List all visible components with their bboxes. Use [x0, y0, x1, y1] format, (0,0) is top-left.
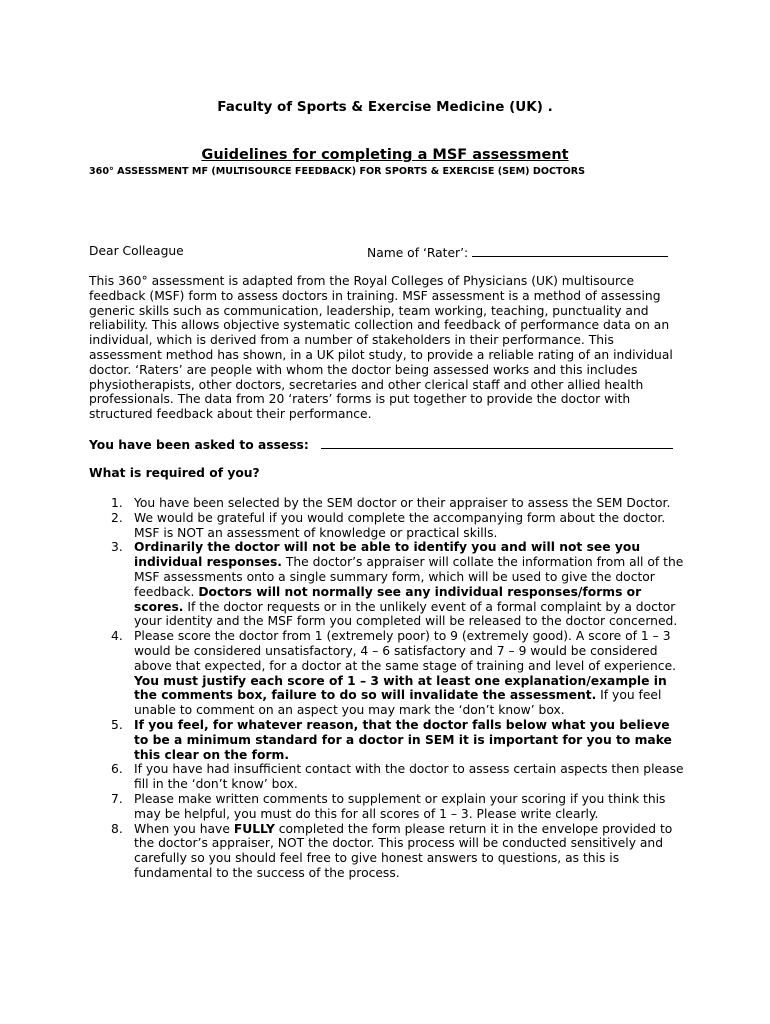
assess-field [89, 436, 673, 452]
list-item [89, 792, 687, 822]
list-item-number: 6. [111, 762, 123, 777]
rater-name-field [367, 244, 668, 260]
list-item-number: 4. [111, 629, 123, 644]
list-item-text-bold: Ordinarily the doctor will not be able to identify you and will not see you individual responses. [134, 540, 641, 570]
list-item-text: Please make written comments to supplement or explain your scoring if you think this may be helpful, you must do this for all scores of 1 – 3. Please write clearly. [134, 791, 666, 821]
list-item-number: 1. [111, 496, 123, 510]
requirements-list [89, 496, 687, 881]
salutation: Dear Colleague [89, 244, 184, 258]
intro-paragraph: This 360° assessment is adapted from the Royal Colleges of Physicians (UK) multisource feedback (MSF) form to assess doctors in training. MSF assessment is a method of assessing generic skills such as communication, leadership, team working, teaching, punctuality and reliability. This allows objective systematic collection and feedback of performance data on an individual, which is derived from a number of stakeholders in their performance. This assessment method has shown, in a UK pilot study, to provide a reliable rating of an individual doctor. ‘Raters’ are people with whom the doctor being assessed works and this includes physiotherapists, other doctors, secretaries and other clerical staff and other allied health professionals. The data from 20 ‘raters’ forms is put together to provide the doctor with structured feedback about their performance. [89, 274, 673, 422]
list-item-text-bold: FULLY [233, 821, 275, 836]
rater-name-label: Name of ‘Rater’: [367, 246, 469, 260]
faculty-heading: Faculty of Sports & Exercise Medicine (UK) . [217, 99, 553, 115]
assess-blank-line[interactable] [321, 436, 673, 449]
list-item-text: completed the form please return it in the envelope provided to the doctor’s appraiser, NOT the doctor. This process will be conducted sensitively and carefully so you should feel free to give honest answers to questions, as this is fundamental to the success of the process. [134, 821, 673, 880]
list-item-text: If the doctor requests or in the unlikely event of a formal complaint by a doctor your identity and the MSF form you completed will be released to the doctor concerned. [134, 599, 678, 629]
list-item-text: We would be grateful if you would complete the accompanying form about the doctor. MSF is NOT an assessment of knowledge or practical skills. [134, 510, 666, 540]
list-item-text: If you feel unable to comment on an aspect you may mark the ‘don’t know’ box. [134, 688, 662, 718]
list-item-number: 7. [111, 791, 123, 806]
list-item-number: 3. [111, 540, 123, 555]
list-item [89, 718, 687, 762]
list-item-number: 5. [111, 717, 123, 732]
list-item [89, 822, 687, 881]
list-item-text-bold: If you feel, for whatever reason, that the doctor falls below what you believe to be a minimum standard for a doctor in SEM it is important for you to make this clear on the form. [134, 717, 672, 762]
assess-label: You have been asked to assess: [89, 438, 309, 452]
list-item-text: You have been selected by the SEM doctor or their appraiser to assess the SEM Doctor. [134, 496, 671, 510]
rater-name-blank-line[interactable] [472, 244, 668, 257]
page-title: Guidelines for completing a MSF assessment [201, 147, 569, 163]
list-item-number: 8. [111, 821, 123, 836]
list-item-text: The doctor’s appraiser will collate the information from all of the MSF assessments onto a single summary form, which will be used to give the doctor feedback. [134, 555, 684, 599]
list-item-text: When you have [134, 821, 234, 836]
list-item [89, 496, 687, 511]
list-item-number: 2. [111, 510, 123, 525]
list-item-text: If you have had insufficient contact with the doctor to assess certain aspects then please fill in the ‘don’t know’ box. [134, 762, 684, 792]
list-item [89, 629, 687, 718]
list-item-text-bold: You must justify each score of 1 – 3 with at least one explanation/example in the comments box, failure to do so will invalidate the assessment. [134, 673, 667, 703]
requirements-heading: What is required of you? [89, 466, 260, 480]
list-item [89, 511, 687, 541]
list-item [89, 540, 687, 629]
page-subtitle: 360° ASSESSMENT MF (MULTISOURCE FEEDBACK) FOR SPORTS & EXERCISE (SEM) DOCTORS [89, 166, 586, 177]
list-item [89, 762, 687, 792]
list-item-text-bold: Doctors will not normally see any individual responses/forms or scores. [134, 584, 642, 614]
list-item-text: Please score the doctor from 1 (extremely poor) to 9 (extremely good). A score of 1 – 3 would be considered unsatisfactory, 4 – 6 satisfactory and 7 – 9 would be considered above that expected, for a doctor at the same stage of training and level of experience. [134, 629, 677, 673]
